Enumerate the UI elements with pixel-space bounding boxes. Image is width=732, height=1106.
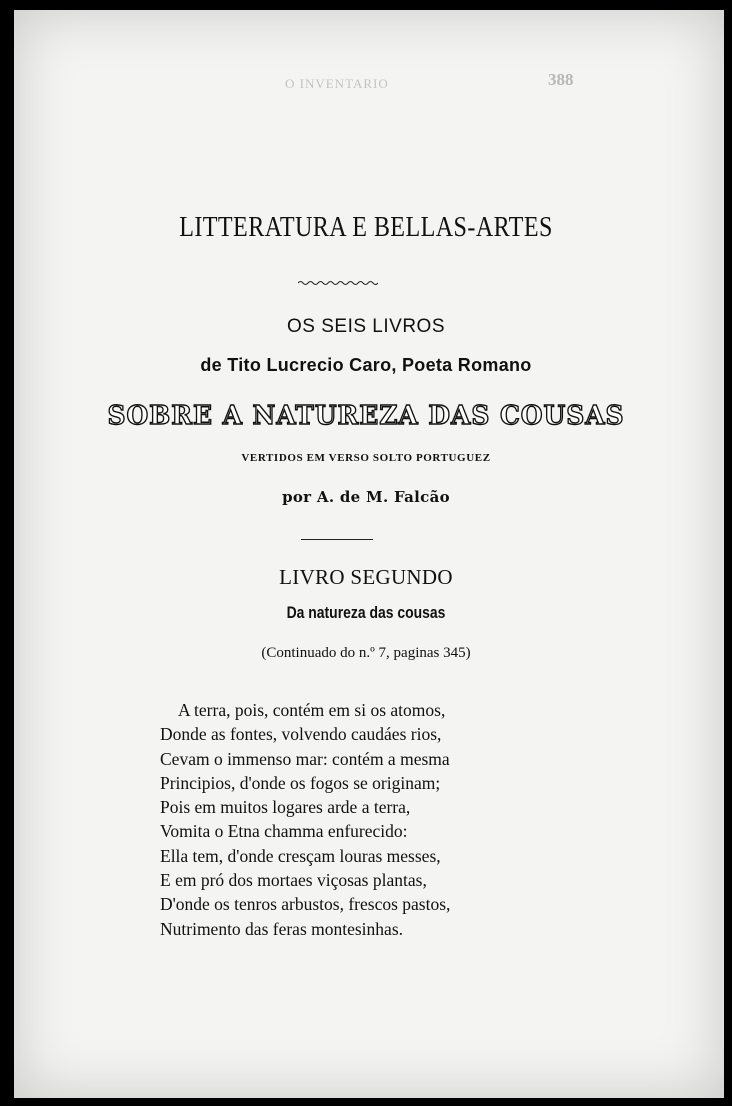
poem-line: Nutrimento das feras montesinhas. [160, 918, 404, 939]
poem-line: E em pró dos mortaes viçosas plantas, [160, 870, 427, 891]
poem-line: Vomita o Etna chamma enfurecido: [160, 821, 408, 842]
divider-rule [301, 539, 373, 540]
poem-line: Ella tem, d'onde cresçam louras messes, [160, 845, 441, 866]
section-title: LITTERATURA E BELLAS-ARTES [179, 212, 553, 243]
poem-line: Donde as fontes, volvendo caudáes rios, [160, 724, 442, 745]
wavy-rule [298, 280, 378, 286]
book-number-heading: LIVRO SEGUNDO [279, 565, 453, 589]
bleed-through-header: O INVENTARIO [285, 76, 389, 91]
poem-block [160, 698, 450, 941]
translator-credit: por A. de M. Falcão [282, 488, 450, 506]
verse-note: VERTIDOS EM VERSO SOLTO PORTUGUEZ [241, 452, 491, 464]
poem-line: Pois em muitos logares arde a terra, [160, 797, 411, 818]
work-subject-title: SOBRE A NATUREZA DAS COUSAS [107, 401, 625, 431]
book-subtitle: Da natureza das cousas [286, 603, 446, 622]
book-title: OS SEIS LIVROS [287, 316, 445, 337]
poem-line: A terra, pois, contém em si os atomos, [178, 700, 446, 720]
continuation-note: (Continuado do n.º 7, paginas 345) [261, 645, 471, 661]
bleed-through-page-number: 388 [548, 70, 574, 89]
author-line: de Tito Lucrecio Caro, Poeta Romano [200, 355, 532, 375]
poem-line: Cevam o immenso mar: contém a mesma [160, 748, 450, 769]
poem-line: D'onde os tenros arbustos, frescos pastos, [160, 894, 451, 915]
poem-line: Principios, d'onde os fogos se originam; [160, 772, 441, 793]
